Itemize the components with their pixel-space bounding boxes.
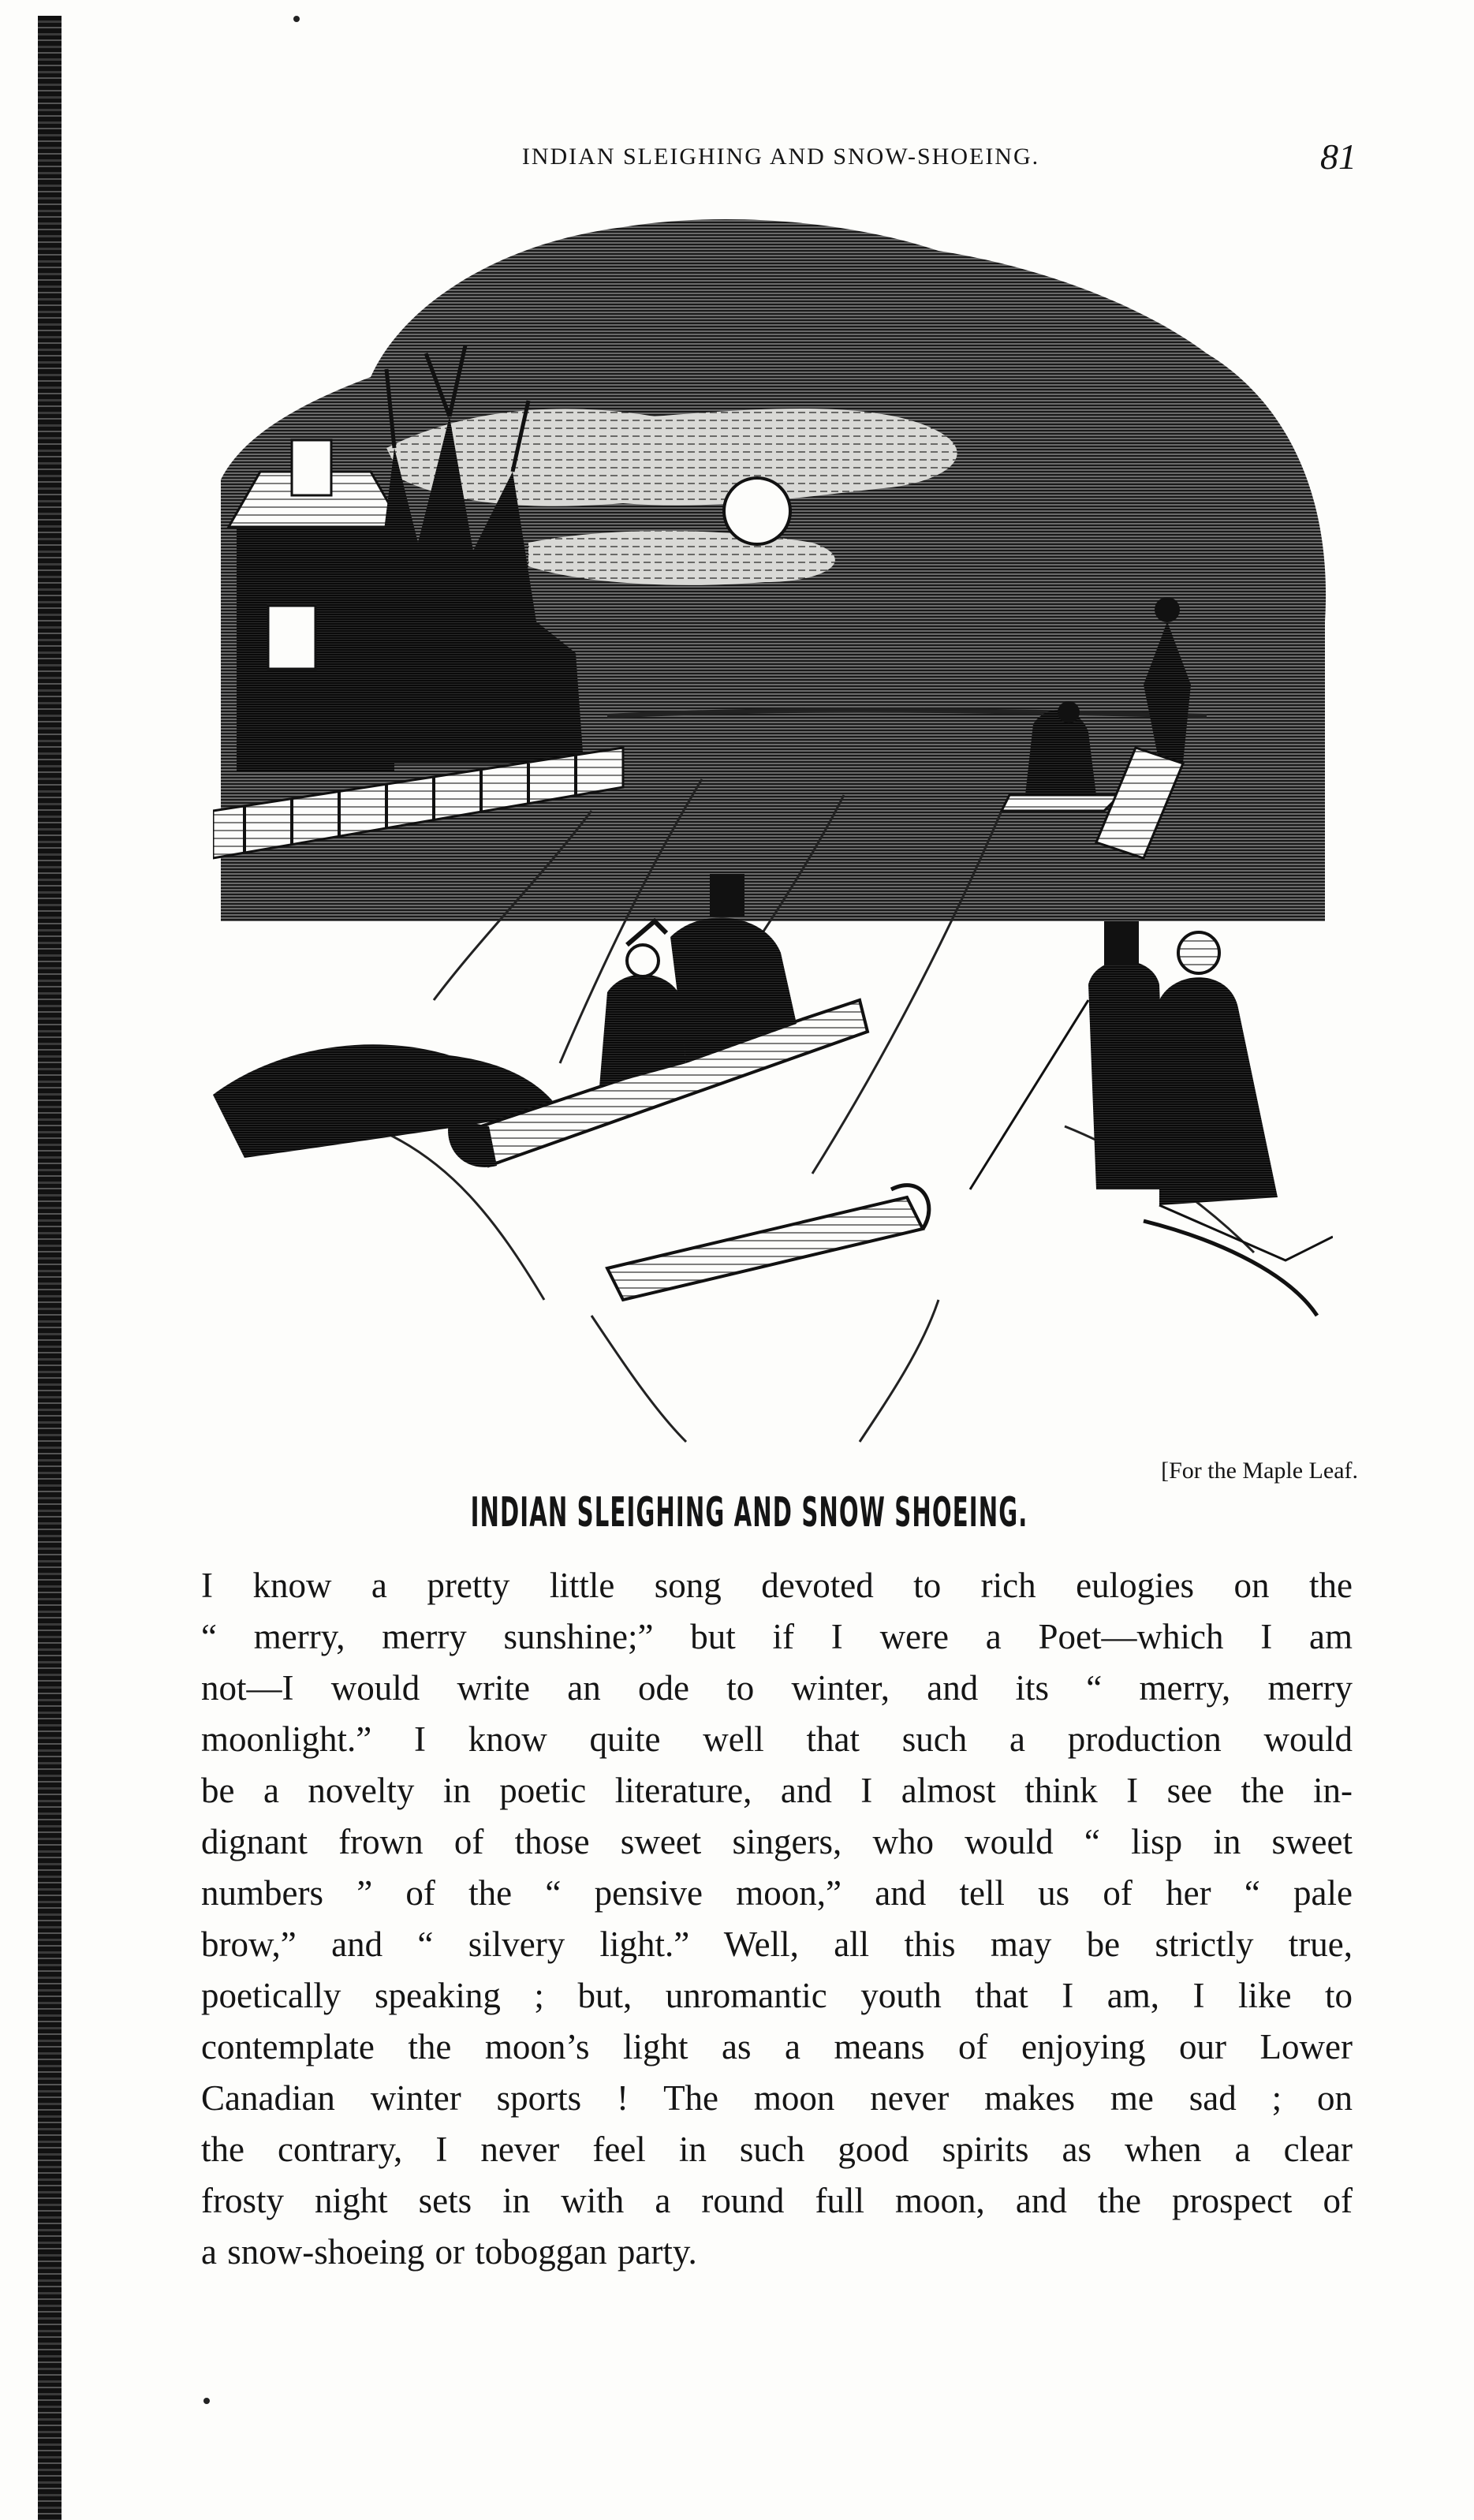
body-line: I know a pretty little song devoted to rich eulogies on the: [201, 1566, 1353, 1605]
source-credit: [For the Maple Leaf.: [1161, 1458, 1358, 1484]
page-number: 81: [1320, 136, 1356, 177]
body-line: contemplate the moon’s light as a means of enjoying our Lower: [201, 2027, 1353, 2066]
ink-speck: [203, 2398, 210, 2404]
body-line: brow,” and “ silvery light.” Well, all this may be strictly true,: [201, 1925, 1353, 1964]
body-line: not—I would write an ode to winter, and its “ merry, merry: [201, 1668, 1353, 1708]
body-line: the contrary, I never feel in such good spirits as when a clear: [201, 2130, 1353, 2169]
book-spine-edge: [38, 16, 62, 2520]
article-body: [201, 1560, 1353, 2278]
body-line: poetically speaking ; but, unromantic youth that I am, I like to: [201, 1976, 1353, 2015]
body-line: numbers ” of the “ pensive moon,” and tell us of her “ pale: [201, 1873, 1353, 1913]
body-line: frosty night sets in with a round full moon, and the prospect of: [201, 2181, 1353, 2220]
running-head: INDIAN SLEIGHING AND SNOW-SHOEING.: [521, 144, 1040, 170]
winter-sleighing-engraving: [213, 211, 1333, 1458]
body-line: a snow-shoeing or toboggan party.: [201, 2232, 697, 2272]
body-line: Canadian winter sports ! The moon never makes me sad ; on: [201, 2078, 1353, 2118]
body-line: “ merry, merry sunshine;” but if I were a Poet—which I am: [201, 1617, 1353, 1656]
body-line: be a novelty in poetic literature, and I almost think I see the in-: [201, 1771, 1353, 1810]
article-title: INDIAN SLEIGHING AND SNOW SHOEING.: [470, 1489, 1028, 1536]
ink-speck: [293, 16, 300, 22]
body-line: dignant frown of those sweet singers, who would “ lisp in sweet: [201, 1822, 1353, 1861]
body-line: moonlight.” I know quite well that such a production would: [201, 1719, 1353, 1759]
